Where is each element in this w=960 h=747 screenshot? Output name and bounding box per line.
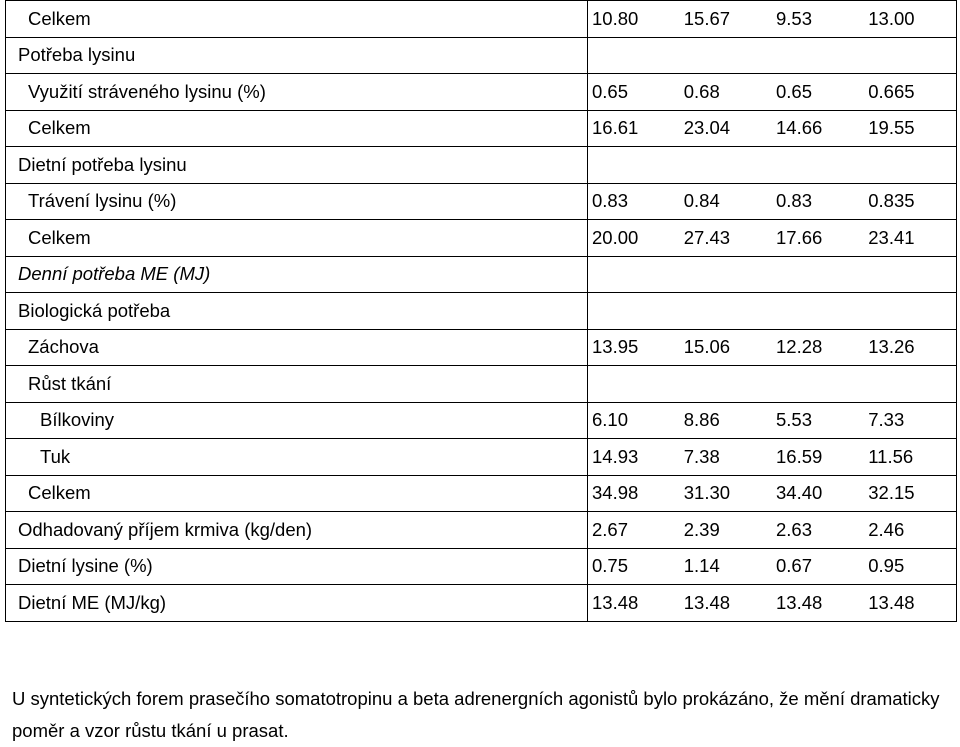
value-cell: 13.95 bbox=[588, 329, 680, 366]
value-cell bbox=[772, 147, 864, 184]
value-cell: 34.40 bbox=[772, 475, 864, 512]
table-row bbox=[6, 1, 957, 38]
table-row bbox=[6, 147, 957, 184]
value-cell: 17.66 bbox=[772, 220, 864, 257]
value-cell: 0.75 bbox=[588, 548, 680, 585]
row-label: Odhadovaný příjem krmiva (kg/den) bbox=[18, 518, 313, 540]
value-cell bbox=[680, 37, 772, 74]
row-label: Růst tkání bbox=[28, 372, 112, 394]
value-cell: 0.65 bbox=[588, 74, 680, 111]
value-cell: 34.98 bbox=[588, 475, 680, 512]
table-row bbox=[6, 439, 957, 476]
value-cell: 0.84 bbox=[680, 183, 772, 220]
row-label-cell bbox=[6, 475, 588, 512]
value-cell: 5.53 bbox=[772, 402, 864, 439]
row-label: Dietní ME (MJ/kg) bbox=[18, 591, 167, 613]
value-cell: 14.93 bbox=[588, 439, 680, 476]
value-cell bbox=[864, 293, 956, 330]
value-cell bbox=[864, 366, 956, 403]
table-row bbox=[6, 329, 957, 366]
row-label-cell bbox=[6, 329, 588, 366]
row-label: Dietní potřeba lysinu bbox=[18, 153, 187, 175]
value-cell: 2.46 bbox=[864, 512, 956, 549]
value-cell: 2.63 bbox=[772, 512, 864, 549]
value-cell: 16.59 bbox=[772, 439, 864, 476]
row-label-cell bbox=[6, 439, 588, 476]
value-cell bbox=[864, 256, 956, 293]
table-row bbox=[6, 74, 957, 111]
value-cell: 15.06 bbox=[680, 329, 772, 366]
value-cell: 0.83 bbox=[588, 183, 680, 220]
value-cell bbox=[588, 147, 680, 184]
value-cell: 0.835 bbox=[864, 183, 956, 220]
value-cell: 0.67 bbox=[772, 548, 864, 585]
row-label-cell bbox=[6, 37, 588, 74]
value-cell: 13.48 bbox=[772, 585, 864, 622]
table-body bbox=[6, 1, 957, 622]
row-label: Dietní lysine (%) bbox=[18, 555, 153, 577]
value-cell bbox=[864, 37, 956, 74]
body-paragraph: U syntetických forem prasečího somatotropinu a beta adrenergních agonistů bylo prokázáno, že mění dramaticky poměr a vzor růstu tkání u prasat. bbox=[12, 687, 940, 741]
table-row bbox=[6, 366, 957, 403]
row-label-cell bbox=[6, 512, 588, 549]
value-cell: 0.68 bbox=[680, 74, 772, 111]
value-cell bbox=[864, 147, 956, 184]
value-cell: 0.65 bbox=[772, 74, 864, 111]
value-cell: 9.53 bbox=[772, 1, 864, 38]
value-cell: 27.43 bbox=[680, 220, 772, 257]
table-row bbox=[6, 183, 957, 220]
value-cell: 19.55 bbox=[864, 110, 956, 147]
value-cell: 13.48 bbox=[864, 585, 956, 622]
row-label-cell bbox=[6, 256, 588, 293]
value-cell: 12.28 bbox=[772, 329, 864, 366]
value-cell: 14.66 bbox=[772, 110, 864, 147]
value-cell: 23.41 bbox=[864, 220, 956, 257]
value-cell bbox=[588, 293, 680, 330]
table-row bbox=[6, 475, 957, 512]
value-cell: 0.665 bbox=[864, 74, 956, 111]
table-row bbox=[6, 293, 957, 330]
value-cell bbox=[772, 293, 864, 330]
table-row bbox=[6, 110, 957, 147]
row-label-cell bbox=[6, 183, 588, 220]
data-table-container bbox=[5, 0, 956, 622]
row-label: Využití stráveného lysinu (%) bbox=[28, 80, 266, 102]
row-label-cell bbox=[6, 110, 588, 147]
row-label: Tuk bbox=[40, 445, 71, 467]
value-cell: 0.95 bbox=[864, 548, 956, 585]
table-row bbox=[6, 402, 957, 439]
value-cell: 2.67 bbox=[588, 512, 680, 549]
table-row bbox=[6, 585, 957, 622]
row-label: Trávení lysinu (%) bbox=[28, 190, 177, 212]
row-label: Biologická potřeba bbox=[18, 299, 171, 321]
table-row bbox=[6, 512, 957, 549]
value-cell: 16.61 bbox=[588, 110, 680, 147]
row-label: Celkem bbox=[28, 7, 91, 29]
row-label: Bílkoviny bbox=[40, 409, 115, 431]
value-cell bbox=[680, 256, 772, 293]
value-cell: 7.33 bbox=[864, 402, 956, 439]
row-label-cell bbox=[6, 366, 588, 403]
table-row bbox=[6, 220, 957, 257]
value-cell: 6.10 bbox=[588, 402, 680, 439]
row-label: Potřeba lysinu bbox=[18, 44, 136, 66]
row-label: Celkem bbox=[28, 482, 91, 504]
value-cell bbox=[772, 366, 864, 403]
row-label: Celkem bbox=[28, 226, 91, 248]
value-cell bbox=[680, 147, 772, 184]
value-cell: 1.14 bbox=[680, 548, 772, 585]
value-cell bbox=[680, 366, 772, 403]
row-label-cell bbox=[6, 402, 588, 439]
value-cell: 10.80 bbox=[588, 1, 680, 38]
row-label-cell bbox=[6, 147, 588, 184]
value-cell bbox=[588, 256, 680, 293]
value-cell: 20.00 bbox=[588, 220, 680, 257]
row-label-cell bbox=[6, 1, 588, 38]
value-cell: 0.83 bbox=[772, 183, 864, 220]
table-row bbox=[6, 548, 957, 585]
table-row bbox=[6, 256, 957, 293]
row-label-cell bbox=[6, 548, 588, 585]
row-label: Celkem bbox=[28, 117, 91, 139]
nutrition-requirements-table bbox=[5, 0, 957, 622]
value-cell: 8.86 bbox=[680, 402, 772, 439]
row-label-cell bbox=[6, 585, 588, 622]
value-cell bbox=[680, 293, 772, 330]
value-cell: 7.38 bbox=[680, 439, 772, 476]
value-cell: 2.39 bbox=[680, 512, 772, 549]
value-cell bbox=[588, 366, 680, 403]
table-row bbox=[6, 37, 957, 74]
value-cell bbox=[772, 256, 864, 293]
value-cell: 13.48 bbox=[588, 585, 680, 622]
value-cell: 15.67 bbox=[680, 1, 772, 38]
value-cell bbox=[588, 37, 680, 74]
value-cell bbox=[772, 37, 864, 74]
value-cell: 23.04 bbox=[680, 110, 772, 147]
row-label: Denní potřeba ME (MJ) bbox=[18, 263, 211, 285]
value-cell: 13.26 bbox=[864, 329, 956, 366]
row-label: Záchova bbox=[28, 336, 99, 358]
value-cell: 31.30 bbox=[680, 475, 772, 512]
value-cell: 13.48 bbox=[680, 585, 772, 622]
value-cell: 32.15 bbox=[864, 475, 956, 512]
value-cell: 13.00 bbox=[864, 1, 956, 38]
row-label-cell bbox=[6, 74, 588, 111]
value-cell: 11.56 bbox=[864, 439, 956, 476]
row-label-cell bbox=[6, 293, 588, 330]
row-label-cell bbox=[6, 220, 588, 257]
